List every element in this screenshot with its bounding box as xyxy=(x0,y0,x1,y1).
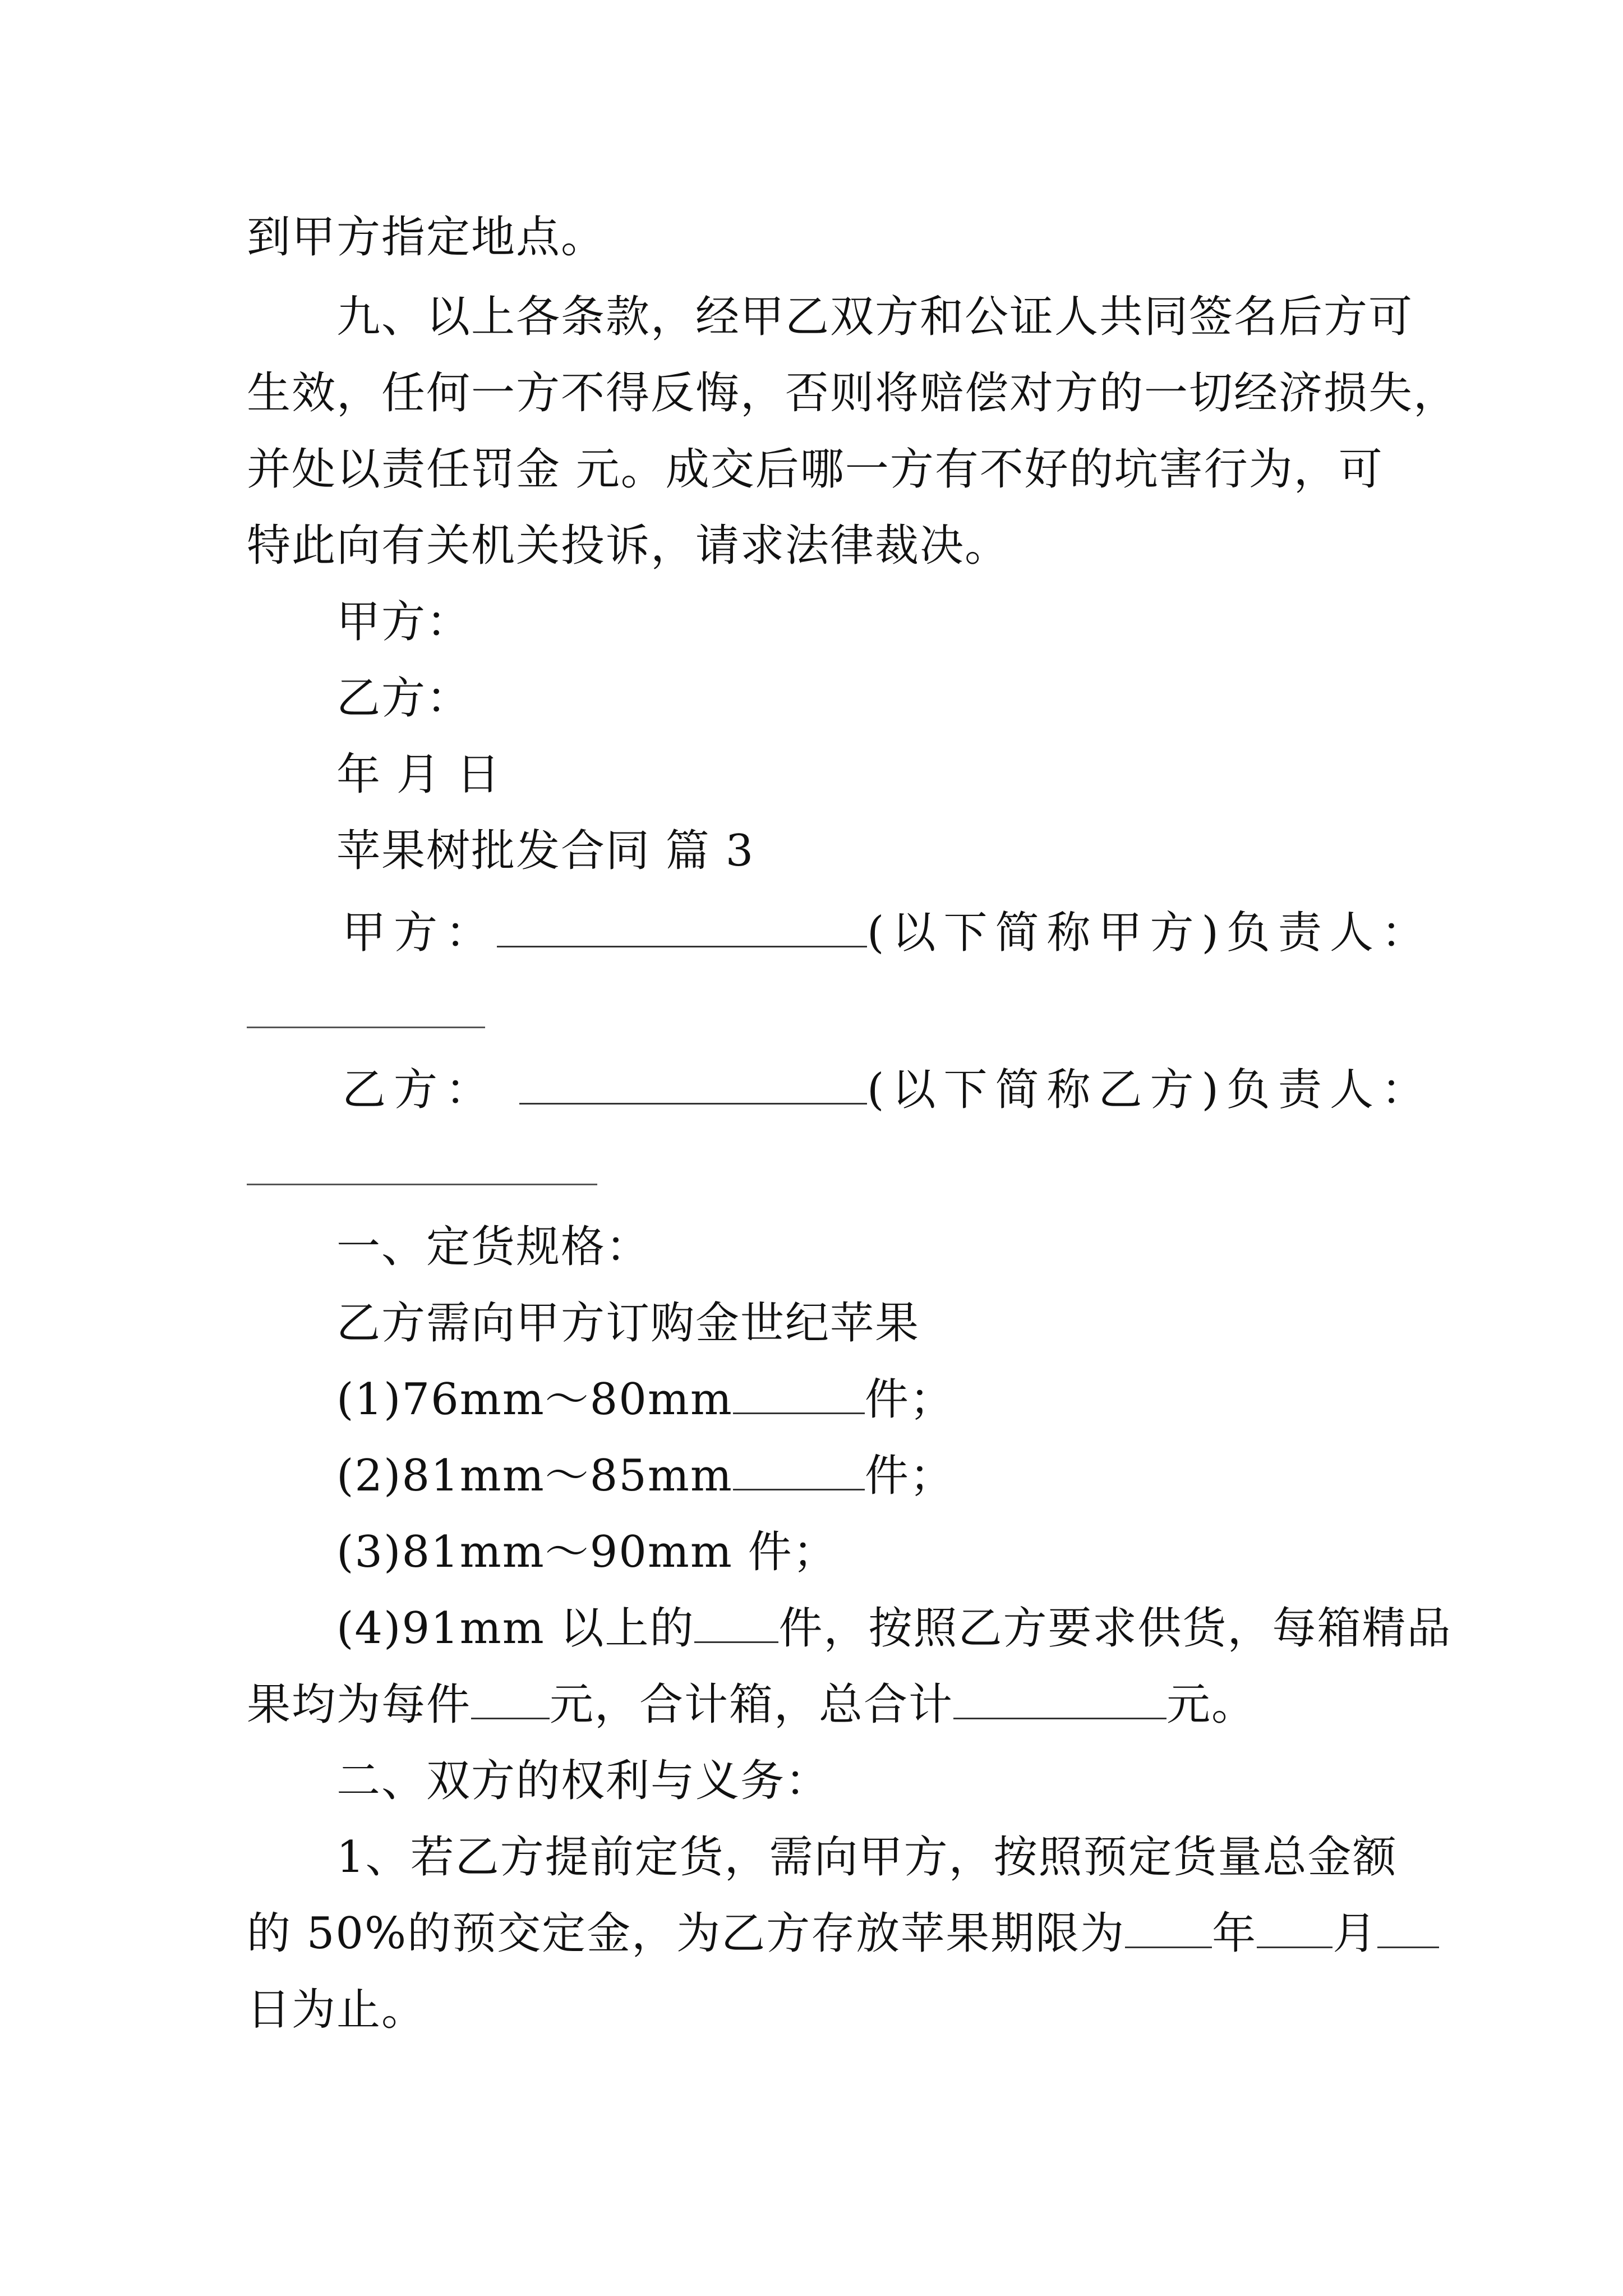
text-line: 特此向有关机关投诉，请求法律裁决。 xyxy=(247,521,1010,571)
section-title: 苹果树批发合同 篇 3 xyxy=(336,826,755,876)
spec-item-4-size: (4)91mm 以上的 xyxy=(336,1603,695,1654)
date-line: 年 月 日 xyxy=(336,749,501,800)
party-b-label: 乙方： xyxy=(342,1065,497,1115)
spec-item-2-blank xyxy=(733,1450,865,1490)
party-b-line xyxy=(342,1059,1433,1121)
party-a-line xyxy=(342,902,1433,964)
spec-item-4-text: 件，按照乙方要求供货，每箱精品 xyxy=(778,1603,1452,1654)
month-label: 月 xyxy=(1332,1908,1378,1959)
spec-price-pre: 果均为每件 xyxy=(247,1680,472,1730)
spec-intro: 乙方需向甲方订购金世纪苹果 xyxy=(336,1298,920,1349)
spec-item-2-size: (2)81mm～85mm xyxy=(336,1451,733,1501)
rights-paragraph: 1、若乙方提前定货，需向甲方，按照预定货量总金额 xyxy=(336,1832,1398,1883)
spec-item-1-unit: 件； xyxy=(864,1374,955,1425)
month-blank xyxy=(1257,1907,1332,1948)
rights-heading: 二、双方的权利与义务： xyxy=(336,1756,831,1806)
day-blank xyxy=(1377,1907,1439,1948)
party-a-blank xyxy=(497,907,867,947)
signature-party-b: 乙方： xyxy=(336,673,472,724)
signature-party-a: 甲方： xyxy=(336,597,472,647)
spec-heading: 一、定货规格： xyxy=(336,1222,651,1272)
spec-price-mid: 元，合计箱，总合计 xyxy=(550,1680,954,1730)
spec-total-blank xyxy=(953,1678,1166,1719)
text-line: 生效，任何一方不得反悔，否则将赔偿对方的一切经济损失， xyxy=(247,368,1459,418)
party-a-label: 甲方： xyxy=(342,908,497,958)
text-line: 并处以责任罚金 元。成交后哪一方有不好的坑害行为，可 xyxy=(247,444,1384,495)
party-a-manager-blank xyxy=(247,1027,485,1028)
spec-price-line xyxy=(247,1674,1256,1736)
spec-unit-price-blank xyxy=(471,1678,550,1719)
rights-paragraph-end: 日为止。 xyxy=(247,1985,427,2035)
spec-item-2-unit: 件； xyxy=(864,1451,955,1501)
rights-paragraph-cont xyxy=(247,1903,1439,1964)
text-line: 九、以上各条款，经甲乙双方和公证人共同签名后方可 xyxy=(336,292,1414,342)
spec-item-1 xyxy=(336,1369,955,1430)
spec-item-4-blank xyxy=(694,1602,778,1643)
party-b-manager-blank xyxy=(247,1184,597,1185)
spec-item-2 xyxy=(336,1445,955,1507)
spec-item-3: (3)81mm～90mm 件； xyxy=(336,1527,838,1577)
year-blank xyxy=(1125,1907,1212,1948)
spec-item-1-blank xyxy=(733,1373,865,1414)
deposit-text: 的 50%的预交定金，为乙方存放苹果期限为 xyxy=(247,1908,1126,1959)
party-a-suffix: (以下简称甲方)负责人： xyxy=(867,908,1433,958)
spec-price-post: 元。 xyxy=(1166,1680,1257,1730)
party-b-blank xyxy=(519,1064,867,1105)
text-line: 到甲方指定地点。 xyxy=(247,212,606,263)
year-label: 年 xyxy=(1212,1908,1257,1959)
spec-item-4 xyxy=(336,1598,1451,1659)
party-b-suffix: (以下简称乙方)负责人： xyxy=(867,1065,1433,1115)
spec-item-1-size: (1)76mm～80mm xyxy=(336,1374,733,1425)
